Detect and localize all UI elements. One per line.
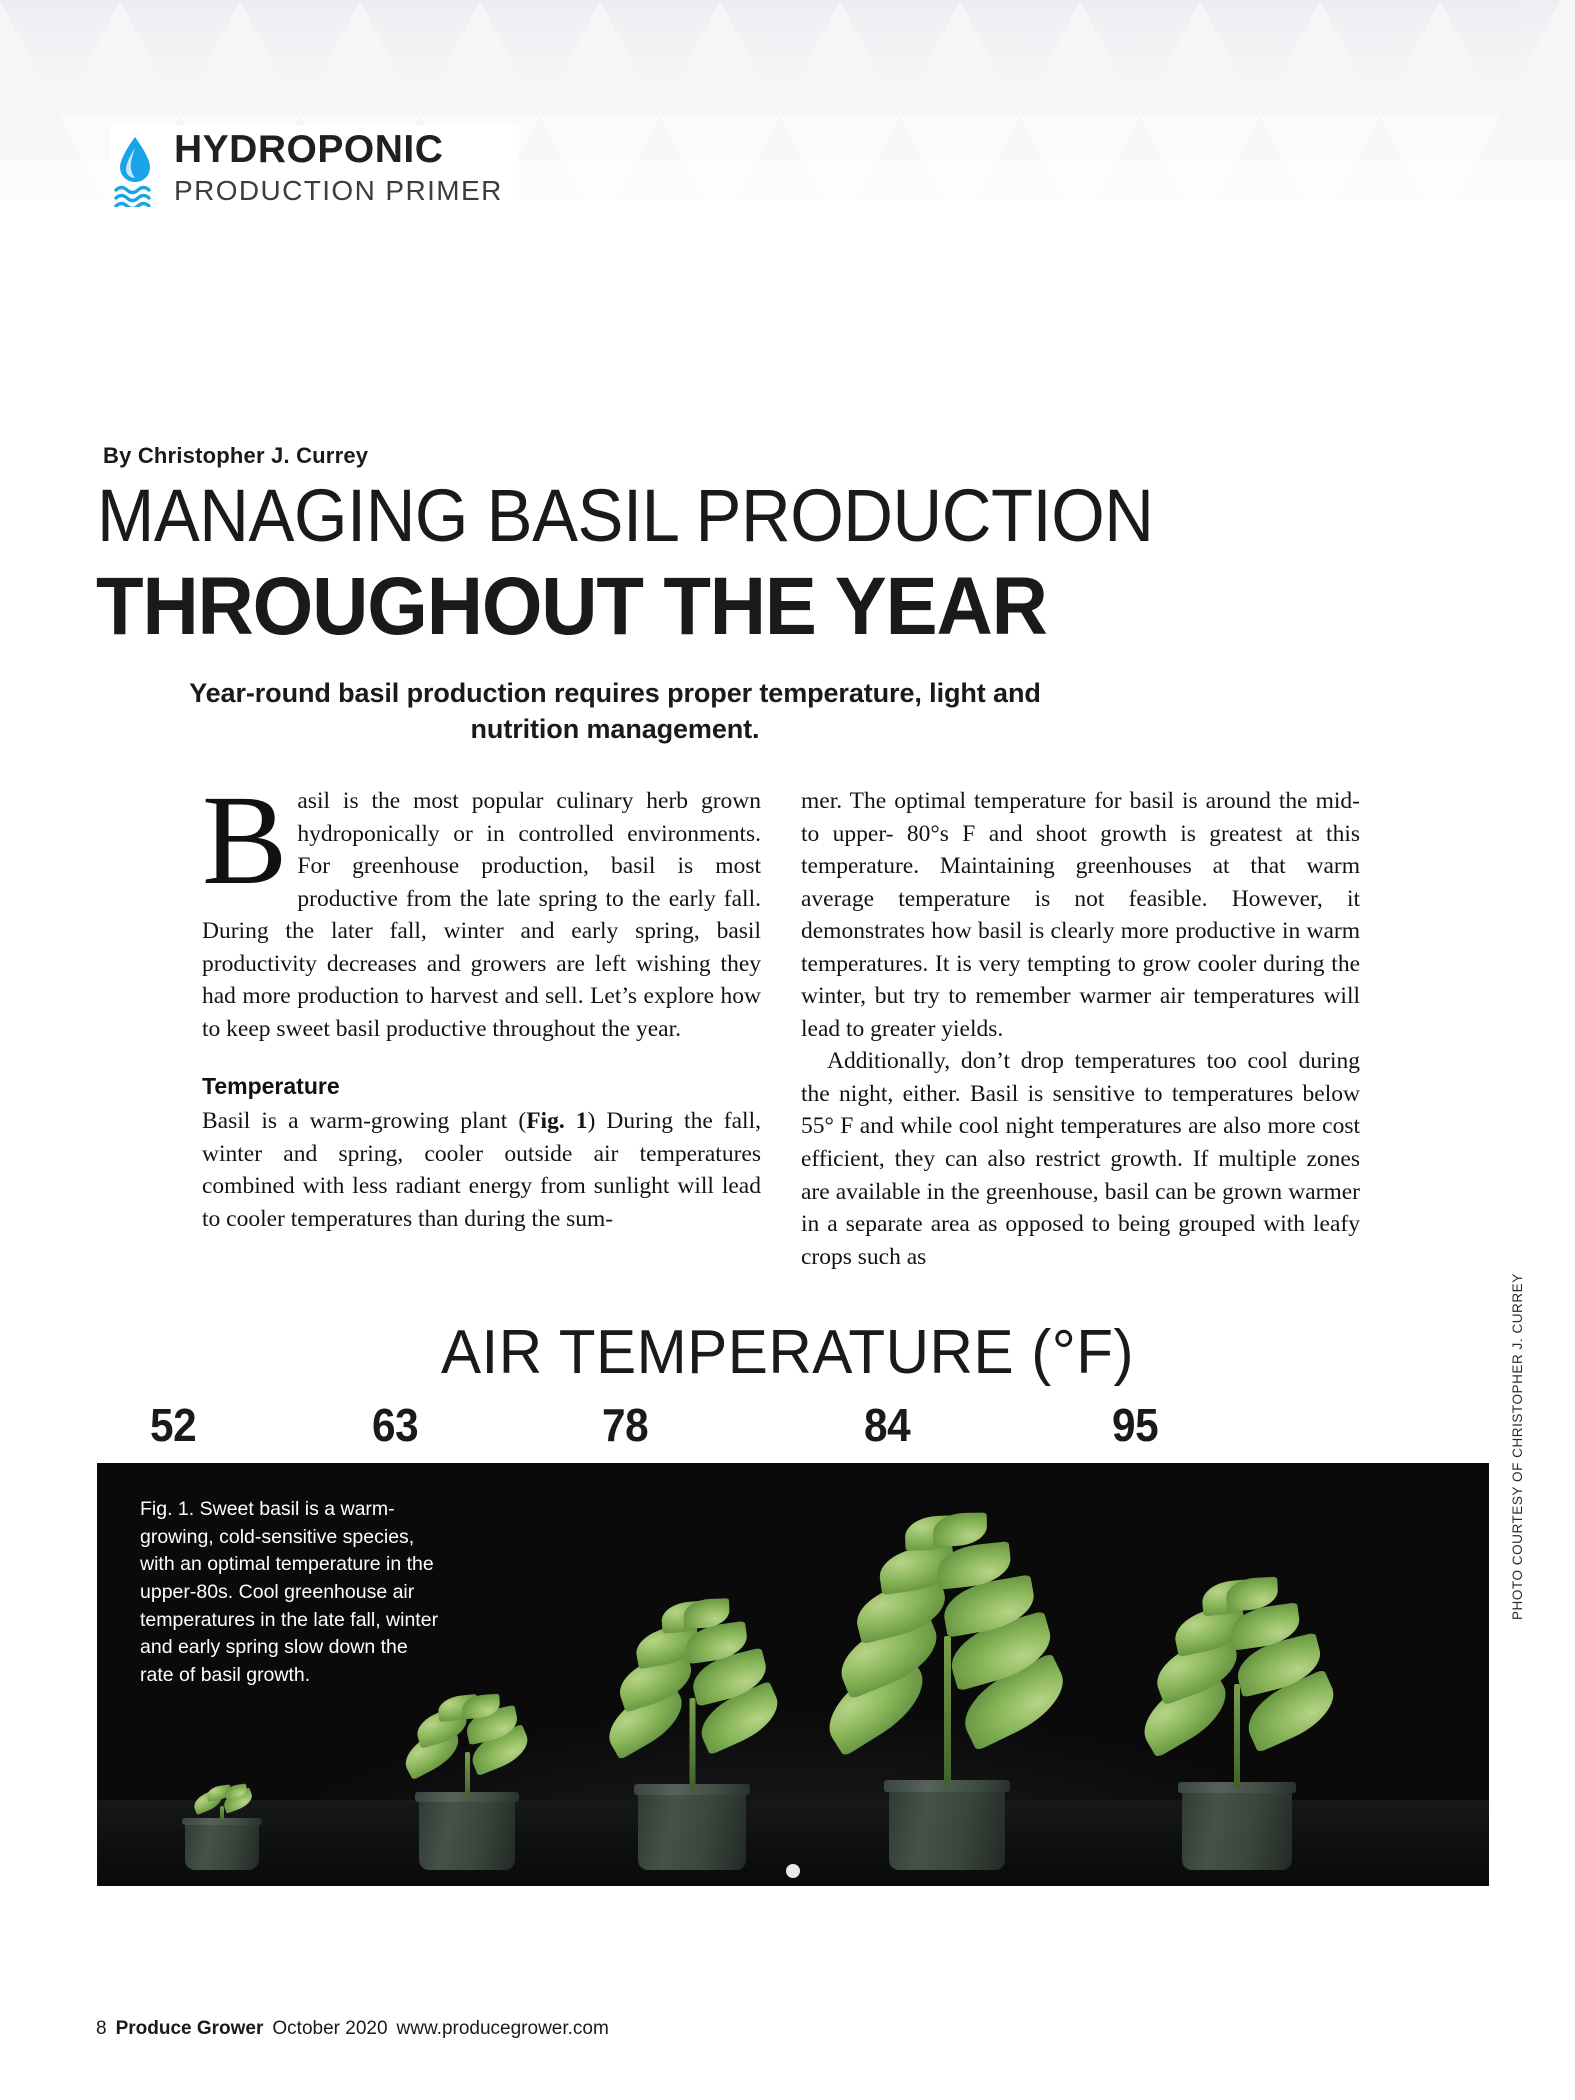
basil-plant-63f [377, 1685, 557, 1870]
left-paragraph-2 [202, 1105, 761, 1235]
article-body [202, 769, 1360, 1273]
water-droplet-waves-icon [114, 135, 158, 207]
fig-reference: Fig. 1 [526, 1108, 588, 1135]
left-paragraph-2-text-a: Basil is a warm-growing plant ( [202, 1108, 527, 1135]
temperature-label-3: 78 [602, 1399, 649, 1451]
headline-line-2: THROUGHOUT THE YEAR [96, 561, 1047, 652]
plant-pot [889, 1780, 1005, 1870]
publication-website[interactable]: www.producegrower.com [396, 2018, 609, 2039]
basil-plant-52f [157, 1760, 287, 1870]
logo-wordmark [174, 128, 503, 208]
article-byline: By Christopher J. Currey [103, 443, 369, 468]
photo-center-marker [786, 1864, 800, 1878]
figure-title: AIR TEMPERATURE (°F) [440, 1318, 1135, 1387]
logo-subtitle: PRODUCTION PRIMER [174, 175, 503, 207]
body-column-right [801, 785, 1360, 1273]
right-paragraph-2: Additionally, don’t drop temperatures too cool during the night, either. Basil is sensitive to temperatures below 55° F and while cool night temperatures are also more cost efficient, they can also restrict growth. If multiple zones are available in the greenhouse, basil can be grown warmer in a separate area as opposed to being grouped with leafy crops such as [801, 1048, 1360, 1270]
plant-pot [419, 1792, 515, 1870]
plant-pot [638, 1784, 746, 1870]
plant-canopy [797, 1500, 1097, 1786]
temperature-labels-row [100, 1398, 1500, 1452]
plant-canopy [580, 1590, 805, 1790]
plant-canopy [382, 1686, 552, 1798]
headline-line-1: MANAGING BASIL PRODUCTION [97, 474, 1154, 557]
figure-caption: Fig. 1. Sweet basil is a warm-growing, cold-sensitive species, with an optimal temperature in the upper-80s. Cool greenhouse air temperatures in the late fall, winter and early spring slow down the rate of basil growth. [140, 1498, 439, 1687]
basil-plant-84f [797, 1500, 1097, 1870]
hydroponic-production-primer-logo [110, 125, 519, 216]
temperature-label-4: 84 [864, 1399, 911, 1451]
drop-cap: B [202, 769, 288, 911]
plant-canopy [1112, 1570, 1362, 1788]
left-paragraph-2-text-b: ) During the fall, winter and spring, cooler outside air temperatures combined with less radiant energy from sunlight will lead to cooler temperatures than during the sum- [202, 1108, 761, 1232]
article-deck: Year-round basil production requires proper temperature, light and nutrition management. [189, 678, 1041, 744]
plant-canopy [167, 1778, 277, 1822]
right-paragraph-1: mer. The optimal temperature for basil is around the mid- to upper- 80°s F and shoot growth is greatest at this temperature. Maintaining greenhouses at that warm average temperature is not feasible. However, it demonstrates how basil is clearly more productive in warm temperatures. It is very tempting to grow cooler during the winter, but try to remember warmer air temperatures will lead to greater yields. [801, 788, 1360, 1042]
left-paragraph-1-text: asil is the most popular culinary herb grown hydroponically or in controlled environments. For greenhouse production, basil is most productive from the late spring to the early fall. During the later fall, winter and early spring, basil productivity decreases and growers are left wishing they had more production to harvest and sell. Let’s explore how to keep sweet basil productive throughout the year. [202, 788, 761, 1042]
plant-pot [185, 1818, 259, 1870]
page-footer [96, 2018, 609, 2040]
logo-title: HYDROPONIC [174, 128, 444, 171]
basil-plant-78f [577, 1590, 807, 1870]
subhead-temperature: Temperature [202, 1073, 340, 1100]
issue-date: October 2020 [272, 2018, 388, 2039]
temperature-label-5: 95 [1112, 1399, 1159, 1451]
left-paragraph-1 [202, 769, 761, 1045]
basil-plant-95f [1107, 1570, 1367, 1870]
temperature-label-1: 52 [150, 1399, 197, 1451]
temperature-label-2: 63 [372, 1399, 419, 1451]
publication-name: Produce Grower [115, 2018, 264, 2039]
photo-credit: PHOTO COURTESY OF CHRISTOPHER J. CURREY [1510, 1273, 1525, 1620]
plant-pot [1182, 1782, 1292, 1870]
body-column-left [202, 769, 761, 1273]
page-number: 8 [96, 2018, 107, 2039]
